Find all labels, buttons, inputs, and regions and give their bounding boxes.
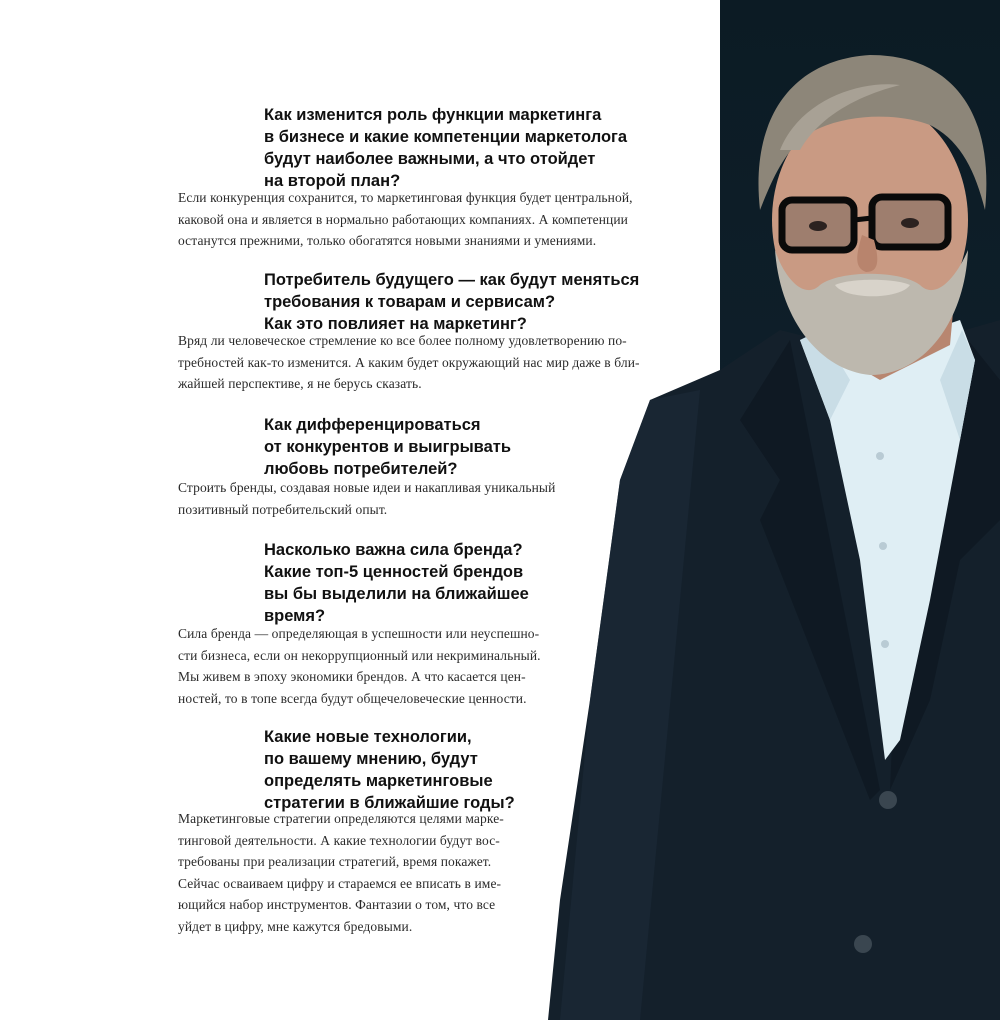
question-heading: Насколько важна сила бренда? Какие топ-5 ценностей брендов вы бы выделили на ближайшее время? [264,541,529,625]
question-heading: Потребитель будущего — как будут меняться требования к товарам и сервисам? Как это повлияет на маркетинг? [264,271,640,333]
answer-paragraph: Вряд ли человеческое стремление ко все более полному удовлетворению по- требностей как-то изменится. А каким будет окружающий нас мир даже в бли- жайшей перспективе, я не берусь сказать. [178,333,640,391]
answer-paragraph: Сила бренда — определяющая в успешности или неуспешно- сти бизнеса, если он некоррупционный или некриминальный. Мы живем в эпоху экономики брендов. А что касается цен- ностей, то в топе всегда будут общечеловеческие ценности. [178,626,541,706]
question-heading: Какие новые технологии, по вашему мнению, будут определять маркетинговые стратегии в ближайшие годы? [264,728,515,812]
shirt-button [881,640,889,648]
answer-paragraph: Маркетинговые стратегии определяются целями марке- тинговой деятельности. А какие технологии будут вос- требованы при реализации стратегий, время покажет. Сейчас осваиваем цифру и стараемся ее вписать в име- ющийся набор инструментов. Фантазии о том, что все уйдет в цифру, мне кажутся бредовыми. [178,811,504,934]
shirt-button [879,542,887,550]
jacket-button [854,935,872,953]
question-heading: Как изменится роль функции маркетинга в бизнесе и какие компетенции маркетолога будут наиболее важными, а что отойдет на второй план? [264,106,628,190]
question-heading: Как дифференцироваться от конкурентов и выигрывать любовь потребителей? [264,416,512,478]
answer-paragraph: Строить бренды, создавая новые идеи и накапливая уникальный позитивный потребительский опыт. [178,480,556,517]
jacket-button [879,791,897,809]
answer-paragraph: Если конкуренция сохранится, то маркетинговая функция будет центральной, каковой она и является в нормально работающих компаниях. А компетенции останутся прежними, только обогатятся новыми знаниями и умениями. [178,190,633,248]
shirt-button [876,452,884,460]
